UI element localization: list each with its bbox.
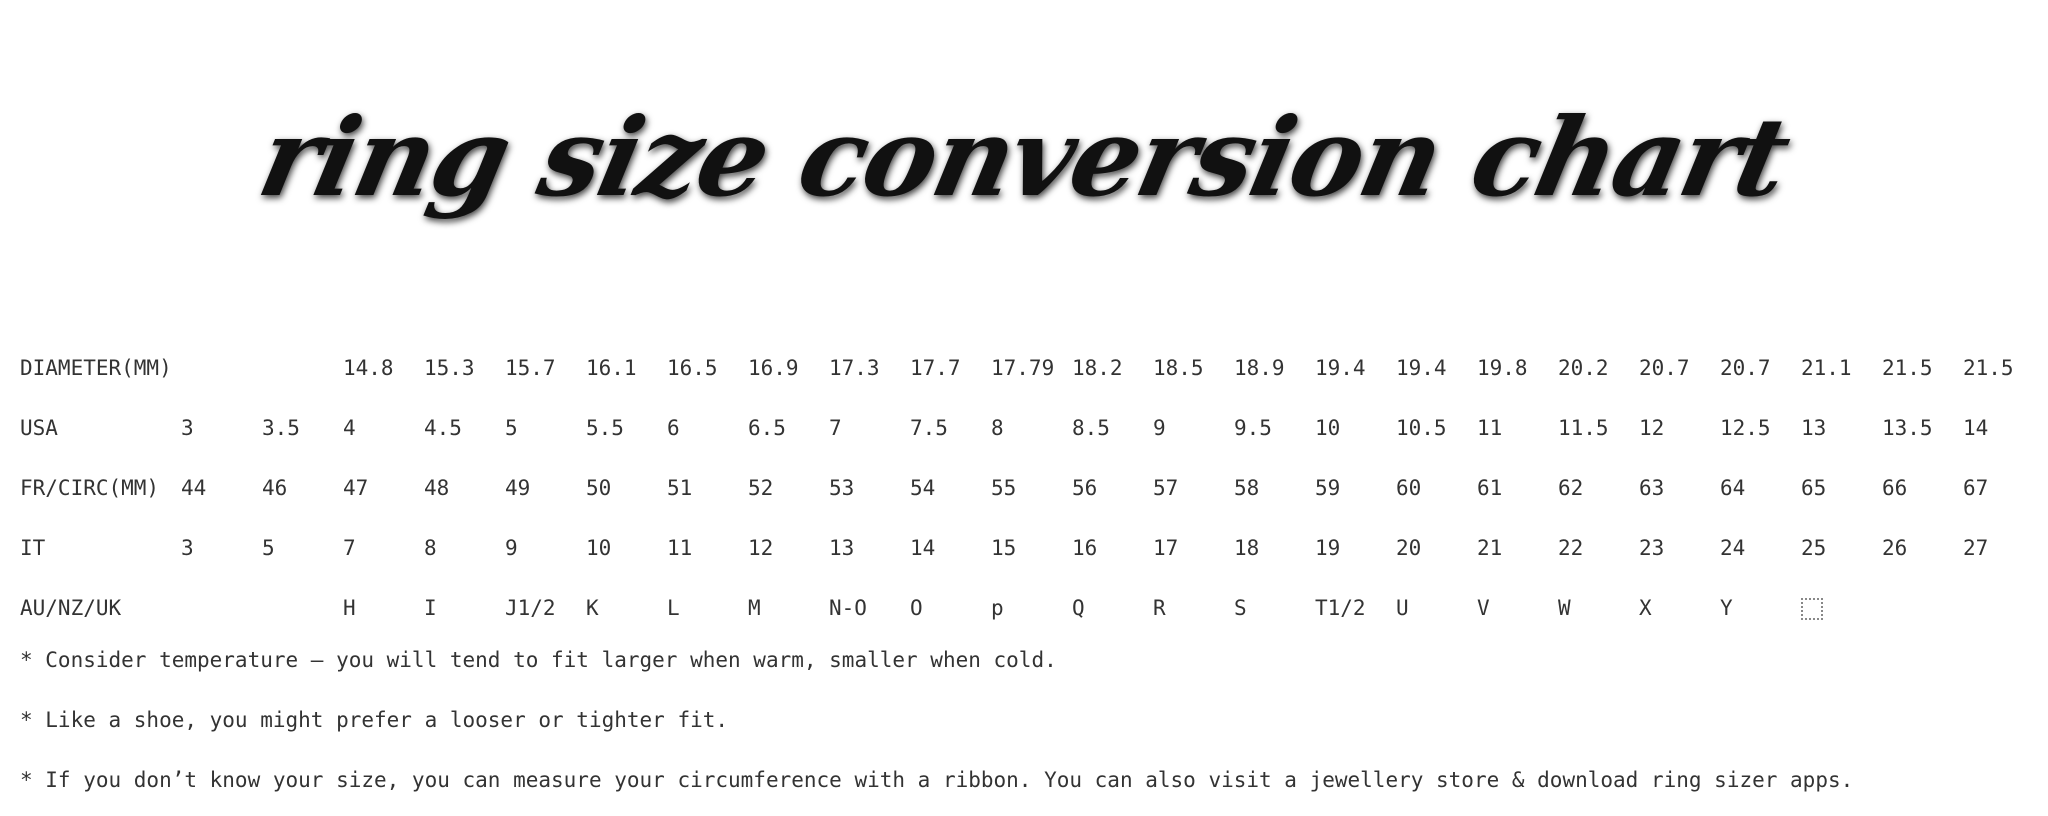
size-cell: 5 (262, 536, 275, 560)
size-cell: 62 (1558, 476, 1584, 500)
size-cell: 9 (505, 536, 518, 560)
size-cell: W (1558, 596, 1571, 620)
size-cell: 11 (667, 536, 693, 560)
size-cell: 19 (1315, 536, 1341, 560)
size-cell: I (424, 596, 437, 620)
size-cell: 17.3 (829, 356, 880, 380)
size-cell (262, 578, 343, 638)
size-table-container (20, 338, 2044, 638)
size-cell: 57 (1153, 476, 1179, 500)
size-cell: 21.1 (1801, 356, 1852, 380)
size-cell: 3 (181, 536, 194, 560)
note-fit: * Like a shoe, you might prefer a looser or tighter fit. (20, 708, 729, 732)
size-cell: 20.7 (1720, 356, 1771, 380)
size-cell: 20.2 (1558, 356, 1609, 380)
size-cell (1801, 578, 1882, 638)
size-cell: 22 (1558, 536, 1584, 560)
size-cell: 14 (1963, 416, 1989, 440)
size-cell: 8.5 (1072, 416, 1110, 440)
size-cell: 18.5 (1153, 356, 1204, 380)
row-label: FR/CIRC(MM) (20, 476, 160, 500)
size-cell: 17.79 (991, 356, 1055, 380)
size-cell: 8 (991, 416, 1004, 440)
note-measure: * If you don’t know your size, you can measure your circumference with a ribbon. You can also visit a jewellery store & download ring sizer apps. (20, 768, 1854, 792)
size-cell: 16.9 (748, 356, 799, 380)
size-cell: 11 (1477, 416, 1503, 440)
size-cell: 6.5 (748, 416, 786, 440)
size-cell: 54 (910, 476, 936, 500)
size-cell: 19.4 (1315, 356, 1366, 380)
size-row (20, 518, 2044, 578)
size-cell: Q (1072, 596, 1085, 620)
size-cell: K (586, 596, 599, 620)
size-row (20, 338, 2044, 398)
size-cell: 19.4 (1396, 356, 1447, 380)
size-cell (1963, 578, 2044, 638)
size-cell: 58 (1234, 476, 1260, 500)
size-row (20, 578, 2044, 638)
ring-size-table (20, 338, 2044, 638)
size-cell: 17.7 (910, 356, 961, 380)
size-cell: O (910, 596, 923, 620)
size-cell: 18 (1234, 536, 1260, 560)
size-cell: 12 (1639, 416, 1665, 440)
size-cell: 66 (1882, 476, 1908, 500)
size-cell: 51 (667, 476, 693, 500)
size-cell: 55 (991, 476, 1017, 500)
size-cell: 14.8 (343, 356, 394, 380)
size-cell: 12.5 (1720, 416, 1771, 440)
size-cell: X (1639, 596, 1652, 620)
size-cell: 13 (1801, 416, 1827, 440)
size-cell: 20.7 (1639, 356, 1690, 380)
size-cell: 21.5 (1882, 356, 1933, 380)
size-cell: 4.5 (424, 416, 462, 440)
notes-section (20, 630, 2020, 810)
size-cell: 7 (343, 536, 356, 560)
size-cell: J1/2 (505, 596, 556, 620)
size-cell: Y (1720, 596, 1733, 620)
size-cell: 5 (505, 416, 518, 440)
size-cell: 64 (1720, 476, 1746, 500)
note-temperature: * Consider temperature — you will tend to fit larger when warm, smaller when cold. (20, 648, 1057, 672)
size-cell: S (1234, 596, 1247, 620)
size-cell (181, 338, 262, 398)
size-row (20, 458, 2044, 518)
size-cell: 5.5 (586, 416, 624, 440)
size-cell: 3.5 (262, 416, 300, 440)
size-cell: 49 (505, 476, 531, 500)
size-cell: L (667, 596, 680, 620)
size-cell: V (1477, 596, 1490, 620)
row-label: IT (20, 536, 46, 560)
size-cell: 47 (343, 476, 369, 500)
size-cell: 10 (1315, 416, 1341, 440)
size-cell: 18.2 (1072, 356, 1123, 380)
size-cell: 18.9 (1234, 356, 1285, 380)
size-cell: 52 (748, 476, 774, 500)
row-label: AU/NZ/UK (20, 596, 122, 620)
row-label: DIAMETER(MM) (20, 356, 172, 380)
size-cell: T1/2 (1315, 596, 1366, 620)
size-cell: 50 (586, 476, 612, 500)
size-cell: 3 (181, 416, 194, 440)
size-cell: H (343, 596, 356, 620)
size-cell: 16 (1072, 536, 1098, 560)
size-cell: 24 (1720, 536, 1746, 560)
size-cell: U (1396, 596, 1409, 620)
size-cell (262, 338, 343, 398)
size-cell: 14 (910, 536, 936, 560)
size-cell: 16.5 (667, 356, 718, 380)
size-cell: 9 (1153, 416, 1166, 440)
size-cell: p (991, 596, 1004, 620)
size-row (20, 398, 2044, 458)
size-cell: R (1153, 596, 1166, 620)
size-cell: 13.5 (1882, 416, 1933, 440)
size-cell: 26 (1882, 536, 1908, 560)
size-cell: 25 (1801, 536, 1827, 560)
size-cell: 19.8 (1477, 356, 1528, 380)
size-cell: 15.7 (505, 356, 556, 380)
size-cell: 23 (1639, 536, 1665, 560)
size-cell: 65 (1801, 476, 1827, 500)
size-cell: 63 (1639, 476, 1665, 500)
size-cell: 6 (667, 416, 680, 440)
size-cell: 13 (829, 536, 855, 560)
size-cell: 53 (829, 476, 855, 500)
size-cell: 46 (262, 476, 288, 500)
size-cell: 44 (181, 476, 207, 500)
row-label: USA (20, 416, 58, 440)
size-cell: 9.5 (1234, 416, 1272, 440)
size-cell: 21 (1477, 536, 1503, 560)
size-cell: 59 (1315, 476, 1341, 500)
size-cell: 11.5 (1558, 416, 1609, 440)
size-cell: 10.5 (1396, 416, 1447, 440)
size-cell: M (748, 596, 761, 620)
size-cell (1882, 578, 1963, 638)
size-cell: 16.1 (586, 356, 637, 380)
chart-title: ring size conversion chart (249, 95, 1799, 221)
size-cell: 17 (1153, 536, 1179, 560)
size-cell: 61 (1477, 476, 1503, 500)
size-cell: 21.5 (1963, 356, 2014, 380)
size-cell: 7 (829, 416, 842, 440)
size-cell: 27 (1963, 536, 1989, 560)
size-cell: N-O (829, 596, 867, 620)
size-cell: 8 (424, 536, 437, 560)
size-cell: 56 (1072, 476, 1098, 500)
size-cell: 67 (1963, 476, 1989, 500)
size-cell (181, 578, 262, 638)
size-cell: 4 (343, 416, 356, 440)
unreadable-glyph-icon (1801, 598, 1823, 620)
size-cell: 15.3 (424, 356, 475, 380)
size-cell: 15 (991, 536, 1017, 560)
size-cell: 20 (1396, 536, 1422, 560)
size-cell: 48 (424, 476, 450, 500)
size-cell: 7.5 (910, 416, 948, 440)
size-cell: 10 (586, 536, 612, 560)
size-cell: 60 (1396, 476, 1422, 500)
size-cell: 12 (748, 536, 774, 560)
